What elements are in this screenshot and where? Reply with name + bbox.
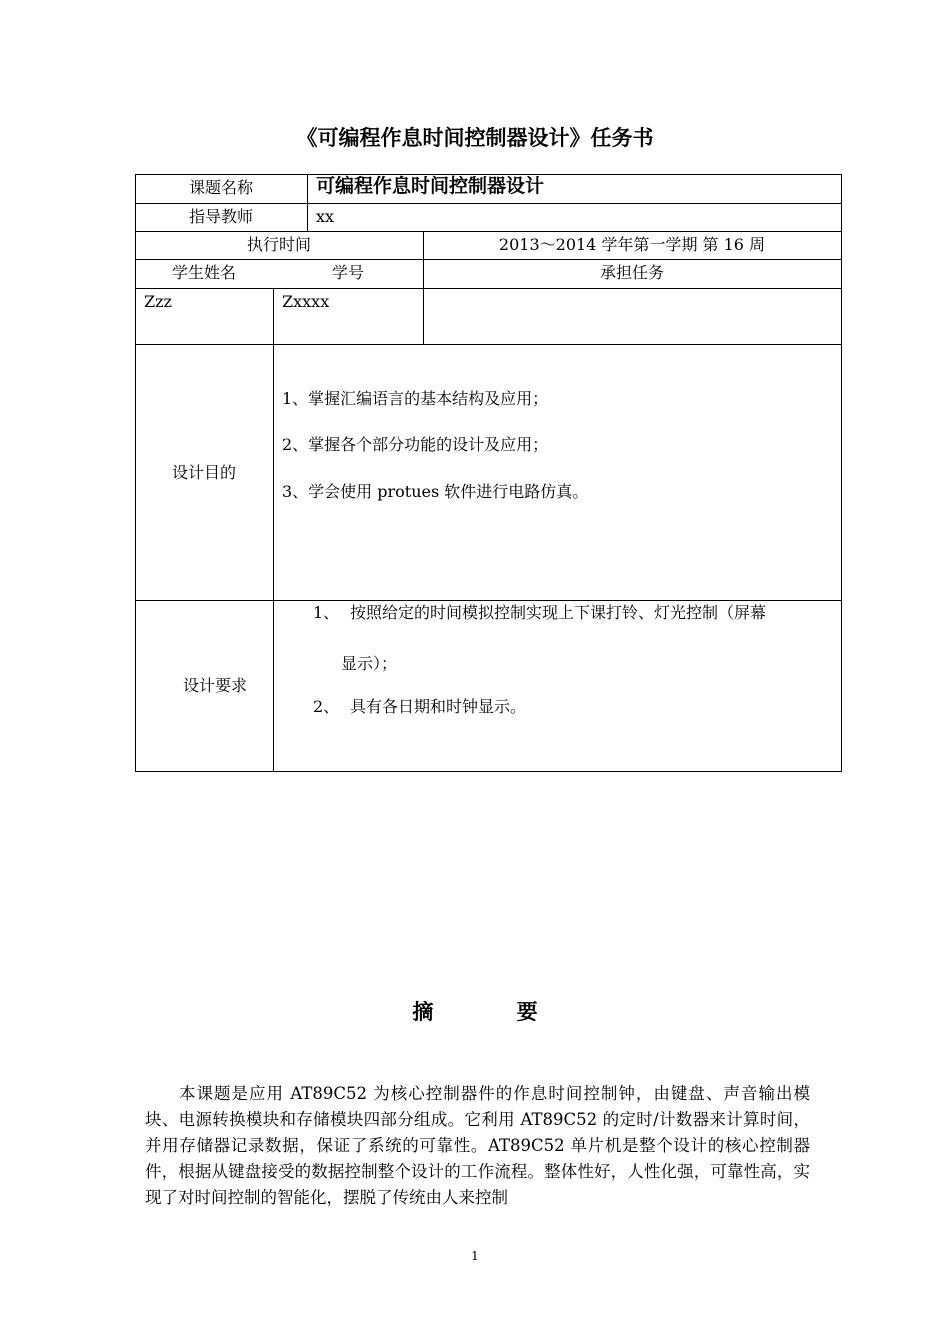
requirement-number: 1、 [313, 603, 340, 622]
table-border [307, 174, 308, 232]
teacher-value: xx [316, 207, 335, 226]
table-border [841, 174, 842, 772]
table-border [135, 771, 842, 772]
purpose-item: 1、掌握汇编语言的基本结构及应用； [282, 389, 549, 408]
table-border [135, 344, 842, 345]
page-number: 1 [471, 1249, 479, 1263]
table-border [135, 231, 842, 232]
topic-label: 课题名称 [188, 178, 253, 197]
purpose-label: 设计目的 [171, 463, 236, 482]
requirement-text: 具有各日期和时钟显示。 [350, 697, 527, 716]
student-name: Zzz [144, 292, 172, 311]
table-border [135, 203, 842, 204]
task-header: 承担任务 [599, 263, 664, 282]
student-name-header: 学生姓名 [171, 263, 236, 282]
time-label: 执行时间 [246, 235, 311, 254]
teacher-label: 指导教师 [188, 207, 253, 226]
table-border [135, 600, 842, 601]
table-border [135, 288, 842, 289]
table-border [273, 288, 274, 772]
student-id-header: 学号 [331, 263, 364, 282]
abstract-paragraph: 本课题是应用 AT89C52 为核心控制器件的作息时间控制钟，由键盘、声音输出模块、电源转换模块和存储模块四部分组成。它利用 AT89C52 的定时/计数器来计算时间，并用存储器记录数据，保证了系统的可靠性。AT89C52 单片机是整个设计的核心控制器件，根据从键盘接受的数据控制整个设计的工作流程。整体性好，人性化强，可靠性高，实现了对时间控制的智能化，摆脱了传统由人来控制 [145, 1084, 810, 1207]
time-value: 2013～2014 学年第一学期 第 16 周 [498, 235, 766, 254]
purpose-item: 3、学会使用 protues 软件进行电路仿真。 [282, 482, 589, 501]
requirement-label: 设计要求 [182, 676, 247, 695]
abstract-body [145, 1081, 810, 1211]
table-border [135, 259, 842, 260]
purpose-item: 2、掌握各个部分功能的设计及应用； [282, 435, 549, 454]
abstract-title: 摘 要 [412, 1000, 576, 1024]
document-title: 《可编程作息时间控制器设计》任务书 [296, 126, 654, 150]
requirement-number: 2、 [313, 697, 340, 716]
topic-value: 可编程作息时间控制器设计 [316, 175, 545, 197]
requirement-text-continued: 显示）； [341, 654, 398, 673]
student-id: Zxxxx [282, 292, 330, 311]
requirement-text: 按照给定的时间模拟控制实现上下课打铃、灯光控制（屏幕 [350, 603, 767, 622]
